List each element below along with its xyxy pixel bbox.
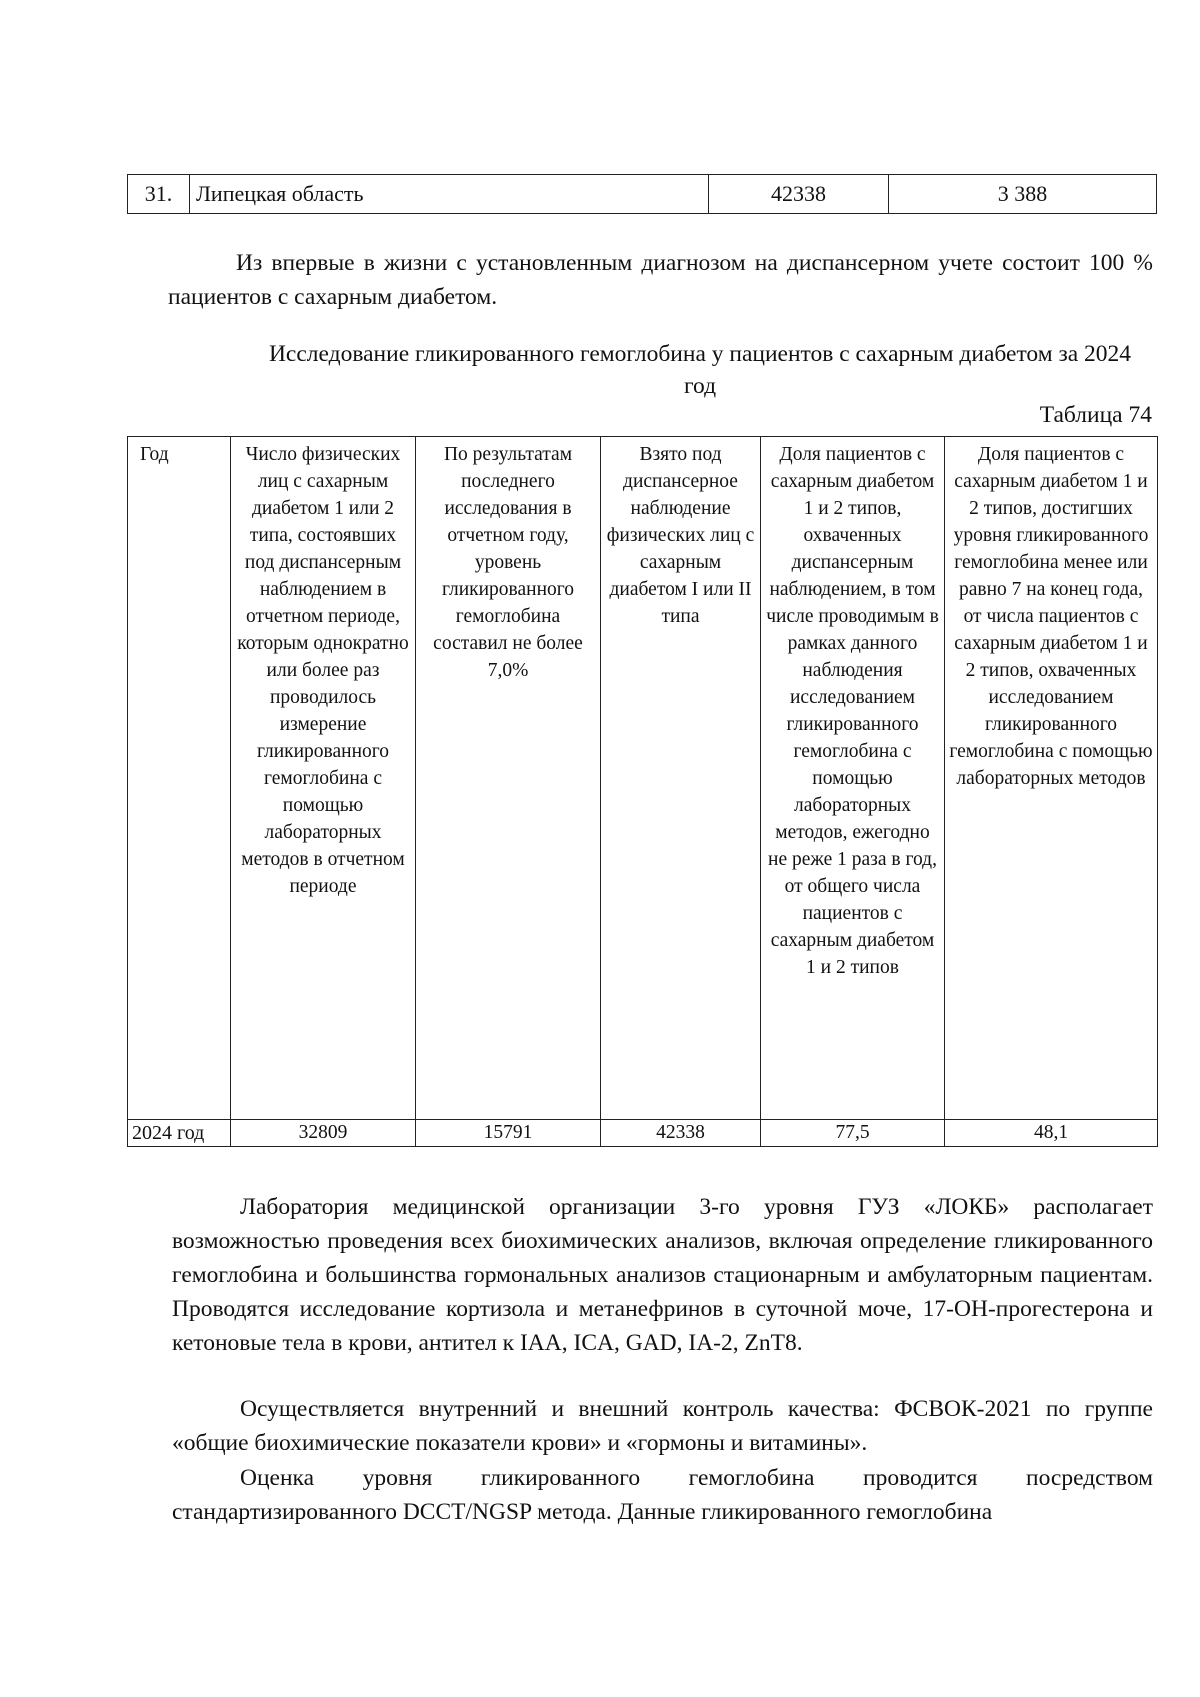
paragraph-dispensary: Из впервые в жизни с установленным диагнозом на диспансерном учете состоит 100 % пациентов с сахарным диабетом. bbox=[168, 250, 1153, 310]
paragraph-laboratory: Лаборатория медицинской организации 3-го уровня ГУЗ «ЛОКБ» располагает возможностью проведения всех биохимических анализов, включая определение гликированного гемоглобина и большинства гормональных анализов стационарным и амбулаторным пациентам. Проводятся исследование кортизола и метанефринов в суточной моче, 17-ОН-прогестерона и кетоновые тела в крови, антител к IAA, ICA, GAD, IA-2, ZnT8. bbox=[172, 1194, 1153, 1356]
cell-result: 15791 bbox=[416, 1120, 601, 1147]
cell-share-target: 48,1 bbox=[945, 1120, 1158, 1147]
region-value-1: 42338 bbox=[709, 175, 889, 214]
region-value-2: 3 388 bbox=[889, 175, 1157, 214]
cell-measured: 32809 bbox=[231, 1120, 416, 1147]
table-number: Таблица 74 bbox=[1039, 402, 1152, 428]
header-col-share-covered: Доля пациентов с сахарным диабетом 1 и 2 типов, охваченных диспансерным наблюдением, в том числе проводимым в рамках данного наблюдения исследованием гликированного гемоглобина с помощью лабораторных методов, ежегодно не реже 1 раза в год, от общего числа пациентов с сахарным диабетом 1 и 2 типов bbox=[761, 437, 945, 1120]
header-col-share-target: Доля пациентов с сахарным диабетом 1 и 2 типов, достигших уровня гликированного гемоглобина менее или равно 7 на конец года, от числа пациентов с сахарным диабетом 1 и 2 типов, охваченных исследованием гликированного гемоглобина с помощью лабораторных методов bbox=[945, 437, 1158, 1120]
table-row bbox=[128, 175, 1157, 214]
table-title: Исследование гликированного гемоглобина у пациентов с сахарным диабетом за 2024 год bbox=[268, 341, 1132, 399]
header-col-result: По результатам последнего исследования в отчетном году, уровень гликированного гемоглобина составил не более 7,0% bbox=[416, 437, 601, 1120]
header-col-registered: Взято под диспансерное наблюдение физических лиц с сахарным диабетом I или II типа bbox=[601, 437, 761, 1120]
paragraph-quality-control: Осуществляется внутренний и внешний контроль качества: ФСВОК-2021 по группе «общие биохимические показатели крови» и «гормоны и витамины». bbox=[172, 1396, 1153, 1456]
region-table bbox=[127, 174, 1157, 214]
table-row bbox=[128, 1120, 1158, 1147]
hba1c-table bbox=[127, 436, 1158, 1147]
cell-year: 2024 год bbox=[128, 1120, 231, 1147]
header-year: Год bbox=[128, 437, 231, 1120]
cell-share-covered: 77,5 bbox=[761, 1120, 945, 1147]
region-name: Липецкая область bbox=[190, 175, 709, 214]
row-number: 31. bbox=[128, 175, 190, 214]
header-col-measured: Число физических лиц с сахарным диабетом 1 или 2 типа, состоявших под диспансерным наблюдением в отчетном периоде, которым однократно или более раз проводилось измерение гликированного гемоглобина с помощью лабораторных методов в отчетном периоде bbox=[231, 437, 416, 1120]
table-header-row bbox=[128, 437, 1158, 1120]
paragraph-method: Оценка уровня гликированного гемоглобина проводится посредством стандартизированного DCCT/NGSP метода. Данные гликированного гемоглобина bbox=[172, 1465, 1153, 1525]
cell-registered: 42338 bbox=[601, 1120, 761, 1147]
